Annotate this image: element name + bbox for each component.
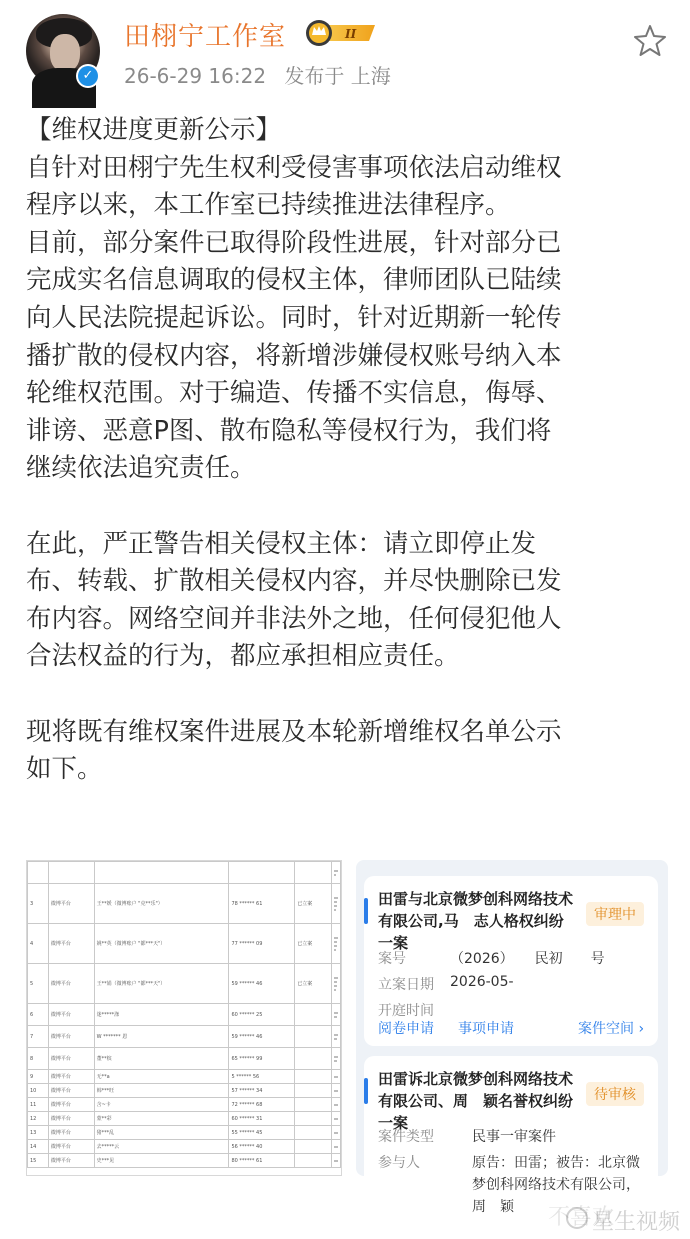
- table-cell-platform: 微博平台: [48, 924, 94, 964]
- table-cell-id: 5 ****** 56: [229, 1070, 295, 1084]
- hearing-row: 开庭时间: [378, 1003, 434, 1019]
- table-cell-platform: 微博平台: [48, 1004, 94, 1026]
- table-cell-id: 55 ****** 45: [229, 1126, 295, 1140]
- table-cell-status: 已立案: [295, 924, 332, 964]
- table-row: [28, 1140, 341, 1154]
- table-row: [28, 1048, 341, 1070]
- table-cell-status: [295, 1098, 332, 1112]
- case-type-row: 案件类型 民事一审案件: [378, 1129, 556, 1145]
- table-cell-detail: [331, 964, 340, 1004]
- table-row: [28, 1098, 341, 1112]
- table-cell-id: 65 ****** 99: [229, 1048, 295, 1070]
- status-badge: 待审核: [586, 1082, 644, 1106]
- table-cell-detail: [331, 1098, 340, 1112]
- table-cell-id: 60 ****** 31: [229, 1112, 295, 1126]
- table-cell-status: [295, 1126, 332, 1140]
- post-paragraph: 现将既有维权案件进展及本轮新增维权名单公示 如下。: [26, 716, 562, 785]
- table-cell-id: 59 ****** 46: [229, 964, 295, 1004]
- table-cell-account: 无**a: [94, 1070, 229, 1084]
- table-cell-status: [295, 1048, 332, 1070]
- post-paragraph: 目前，部分案件已取得阶段性进展，针对部分已 完成实名信息调取的侵权主体，律师团队已陆续 向人民法院提起诉讼。同时，针对近期新一轮传 播扩散的侵权内容，将新增涉嫌侵权账号纳入本 轮维权范围。对于编造、传播不实信息，侮辱、 诽谤、恶意P图、散布隐私等侵权行为，我们将 继续依法追究责任。: [26, 227, 562, 484]
- table-cell-detail: [331, 1026, 340, 1048]
- vip-level-text: II: [345, 27, 357, 41]
- table-cell-platform: 微博平台: [48, 1140, 94, 1154]
- table-row: [28, 964, 341, 1004]
- table-cell-account: 迷*****涤: [94, 1004, 229, 1026]
- table-cell-account: 姚**英（微博账户 "都***天"）: [94, 924, 229, 964]
- case-title: 田雷诉北京微梦创科网络技术有限公司、周 颖名誉权纠纷一案: [378, 1070, 574, 1132]
- table-cell-id: 59 ****** 46: [229, 1026, 295, 1048]
- table-cell-status: [295, 1084, 332, 1098]
- table-cell-platform: 微博平台: [48, 1112, 94, 1126]
- table-cell-account: 王**媛（微博账户 "克**乐"）: [94, 884, 229, 924]
- favorite-star-icon[interactable]: [632, 22, 668, 58]
- table-cell-no: 12: [28, 1112, 49, 1126]
- table-row: [28, 1084, 341, 1098]
- table-row: [28, 1154, 341, 1168]
- table-cell-no: 4: [28, 924, 49, 964]
- post-paragraph: 自针对田栩宁先生权利受侵害事项依法启动维权 程序以来，本工作室已持续推进法律程序。: [26, 152, 562, 221]
- table-cell-id: 56 ****** 40: [229, 1140, 295, 1154]
- table-cell-id: 72 ****** 68: [229, 1098, 295, 1112]
- case-card: [364, 876, 658, 1046]
- table-cell-detail: [331, 1070, 340, 1084]
- table-cell-platform: 微博平台: [48, 964, 94, 1004]
- author-name[interactable]: 田栩宁工作室: [124, 22, 287, 52]
- table-cell-detail: [331, 1112, 340, 1126]
- table-cell-no: 13: [28, 1126, 49, 1140]
- table-cell-no: 6: [28, 1004, 49, 1026]
- table-cell-platform: 微博平台: [48, 1048, 94, 1070]
- table-cell-id: 60 ****** 25: [229, 1004, 295, 1026]
- post-location: 发布于 上海: [284, 64, 391, 88]
- table-cell-detail: [331, 884, 340, 924]
- table-cell-account: 去*****云: [94, 1140, 229, 1154]
- table-cell-no: 5: [28, 964, 49, 1004]
- table-cell-account: W ******* 恩: [94, 1026, 229, 1048]
- post-body: [26, 112, 676, 789]
- table-cell-no: 11: [28, 1098, 49, 1112]
- table-cell-platform: 微博平台: [48, 1154, 94, 1168]
- table-cell-id: 78 ****** 61: [229, 884, 295, 924]
- table-cell-status: 已立案: [295, 884, 332, 924]
- table-cell-no: 7: [28, 1026, 49, 1048]
- post-images: [26, 860, 668, 1215]
- case-title: 田雷与北京微梦创科网络技术有限公司,马 志人格权纠纷一案: [378, 890, 574, 952]
- dislike-partial[interactable]: 不喜欢: [548, 1205, 615, 1230]
- table-cell-no: 3: [28, 884, 49, 924]
- matter-request-link[interactable]: 事项申请: [458, 1021, 514, 1037]
- file-review-link[interactable]: 阅卷申请: [378, 1021, 434, 1037]
- watermark: 星生视频: [566, 1199, 690, 1239]
- table-cell-platform: 微博平台: [48, 1098, 94, 1112]
- table-cell-platform: 微博平台: [48, 884, 94, 924]
- table-cell-detail: [331, 1154, 340, 1168]
- table-cell-detail: [331, 924, 340, 964]
- table-row: [28, 1126, 341, 1140]
- table-cell-status: [295, 1140, 332, 1154]
- table-cell-platform: 微博平台: [48, 1026, 94, 1048]
- post-time: 26-6-29 16:22: [124, 64, 267, 88]
- table-cell-account: 史***见: [94, 1154, 229, 1168]
- case-card: [364, 1056, 658, 1215]
- table-row: [28, 1004, 341, 1026]
- table-cell-detail: [331, 1084, 340, 1098]
- status-badge: 审理中: [586, 902, 644, 926]
- table-row: [28, 1112, 341, 1126]
- table-cell-detail: [331, 1140, 340, 1154]
- table-cell-status: [295, 1070, 332, 1084]
- table-cell-account: 含~卡: [94, 1098, 229, 1112]
- filed-date-row: 立案日期 2026-05-: [378, 974, 514, 993]
- table-cell-no: 14: [28, 1140, 49, 1154]
- table-cell-account: 蒙**彩: [94, 1112, 229, 1126]
- table-cell-id: 80 ****** 61: [229, 1154, 295, 1168]
- table-row: [28, 1070, 341, 1084]
- table-cell-id: 57 ****** 34: [229, 1084, 295, 1098]
- table-cell-no: 10: [28, 1084, 49, 1098]
- table-cell-platform: 微博平台: [48, 1070, 94, 1084]
- table-row: [28, 924, 341, 964]
- table-cell-no: 9: [28, 1070, 49, 1084]
- table-cell-detail: [331, 1048, 340, 1070]
- table-cell-no: 8: [28, 1048, 49, 1070]
- case-status-image[interactable]: [356, 860, 668, 1215]
- table-cell-account: 董**槟: [94, 1048, 229, 1070]
- table-cell-account: 王**娟（微博账户 "都***天"）: [94, 964, 229, 1004]
- table-cell-status: [295, 1154, 332, 1168]
- infringement-list-image[interactable]: [26, 860, 342, 1176]
- table-cell-status: [295, 1004, 332, 1026]
- post-header: [0, 0, 690, 110]
- table-cell-status: [295, 1112, 332, 1126]
- table-cell-platform: 微博平台: [48, 1126, 94, 1140]
- case-no-row: 案号 （2026） 民初 号: [378, 951, 605, 967]
- post-paragraph: 在此，严正警告相关侵权主体：请立即停止发 布、转载、扩散相关侵权内容，并尽快删除已发 布内容。网络空间并非法外之地，任何侵犯他人 合法权益的行为，都应承担相应责任。: [26, 528, 562, 672]
- post-title: 【维权进度更新公示】: [26, 115, 282, 145]
- case-space-link[interactable]: 案件空间 ›: [578, 1021, 645, 1037]
- table-cell-status: 已立案: [295, 964, 332, 1004]
- participants-row: 参与人 原告：田雷；被告：北京微梦创科网络技术有限公司，周 颖: [378, 1155, 640, 1215]
- table-cell-account: 猪***乱: [94, 1126, 229, 1140]
- verified-icon: ✓: [76, 64, 100, 88]
- table-cell-account: 韩***旺: [94, 1084, 229, 1098]
- table-row: [28, 1026, 341, 1048]
- table-cell-detail: [331, 1004, 340, 1026]
- table-row: [28, 884, 341, 924]
- table-cell-id: 77 ****** 09: [229, 924, 295, 964]
- table-cell-status: [295, 1026, 332, 1048]
- vip-level-icon[interactable]: [305, 18, 377, 48]
- table-cell-detail: [331, 1126, 340, 1140]
- infringement-table: [27, 861, 341, 1168]
- table-cell-no: 15: [28, 1154, 49, 1168]
- post-meta: [124, 60, 403, 89]
- table-cell-platform: 微博平台: [48, 1084, 94, 1098]
